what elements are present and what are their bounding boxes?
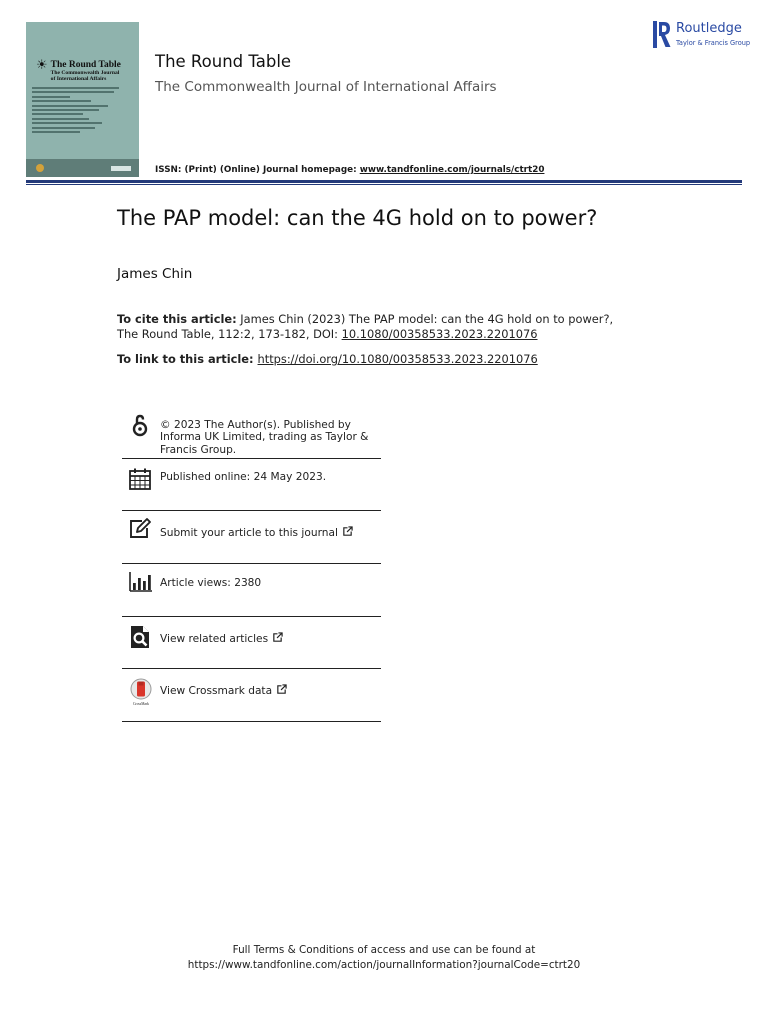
edit-icon [128,517,152,541]
external-link-icon [276,684,287,695]
header-divider-thin [26,184,742,185]
published-online-row [122,459,381,511]
bar-chart-icon [128,569,152,593]
crossmark-link[interactable] [160,684,287,697]
terms-footer [0,943,768,972]
publisher-name: Routledge [676,21,742,36]
cover-publisher-mark [111,166,131,171]
open-access-icon [128,413,152,437]
cover-subtitle-1: The Commonwealth Journal [50,70,120,76]
issn-line [155,165,544,175]
journal-homepage-link[interactable]: www.tandfonline.com/journals/ctrt20 [359,165,545,175]
citation-text: James Chin (2023) The PAP model: can the 4G hold on to power?, The Round Table, 112:2, 173-182, DOI: [117,312,614,341]
article-link-label: To link to this article: [117,352,258,366]
terms-url[interactable]: https://www.tandfonline.com/action/journalInformation?journalCode=ctrt20 [187,958,581,971]
crossmark-icon [128,678,154,706]
article-views-row [122,564,381,617]
cover-title-block [36,60,121,82]
citation-label: To cite this article: [117,312,237,326]
published-online-text: Published online: 24 May 2023. [160,471,327,483]
citation [117,312,637,341]
journal-title: The Round Table [155,52,292,71]
article-doi-link[interactable]: https://doi.org/10.1080/00358533.2023.2201076 [257,352,538,366]
journal-subtitle: The Commonwealth Journal of International Affairs [155,79,497,95]
search-document-icon [128,625,152,649]
crossmark-label: View Crossmark data [160,685,273,697]
header-divider [26,180,742,183]
submit-article-link[interactable] [160,526,353,539]
external-link-icon [342,526,353,537]
cover-subtitle-2: of International Affairs [50,76,107,83]
publisher-tagline: Taylor & Francis Group [676,39,751,47]
routledge-logo-icon [653,21,671,48]
cover-journal-title: The Round Table [50,60,121,70]
related-articles-row[interactable] [122,617,381,669]
svg-text:CrossMark: CrossMark [133,702,149,706]
article-author: James Chin [117,266,193,282]
cover-contents-lines [32,87,127,135]
open-access-text: © 2023 The Author(s). Published by Informa UK Limited, trading as Taylor & Francis Group. [160,419,369,456]
submit-article-label: Submit your article to this journal [160,527,338,539]
calendar-icon [128,467,152,491]
article-link-line [117,352,538,366]
citation-doi-link[interactable]: 10.1080/00358533.2023.2201076 [341,326,538,341]
external-link-icon [272,632,283,643]
issn-label: ISSN: (Print) (Online) Journal homepage: [155,165,360,175]
related-articles-label: View related articles [160,633,269,645]
article-title: The PAP model: can the 4G hold on to power? [117,206,598,230]
related-articles-link[interactable] [160,632,283,645]
journal-cover [26,22,139,177]
open-access-row [122,408,381,459]
crossmark-row[interactable] [122,669,381,722]
submit-article-row[interactable] [122,511,381,564]
article-views-text: Article views: 2380 [160,577,262,589]
terms-text: Full Terms & Conditions of access and use can be found at [232,944,536,956]
sun-emblem-icon: ☀ [36,58,48,73]
cover-logo-icon [36,164,44,172]
